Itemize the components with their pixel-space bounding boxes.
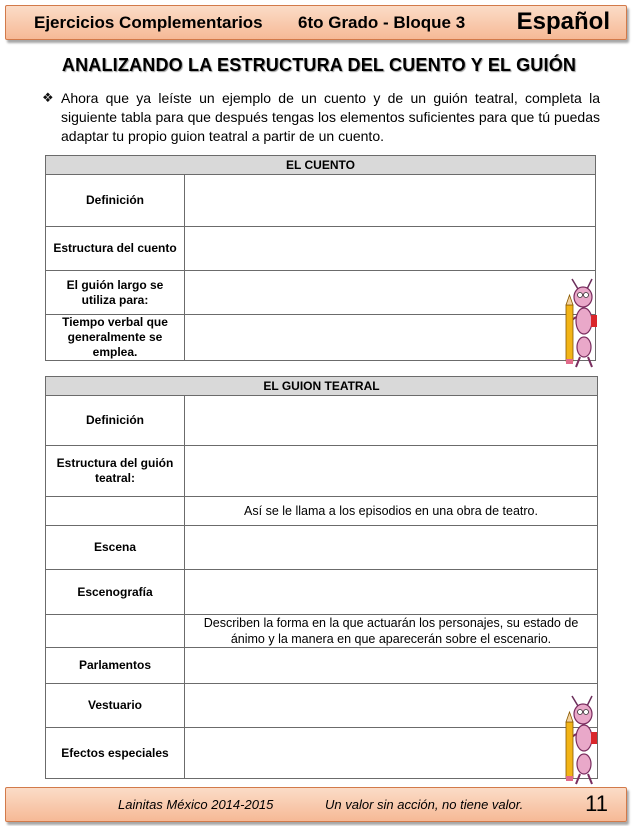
row-label: Vestuario — [46, 684, 185, 728]
guion-table-heading: EL GUION TEATRAL — [46, 377, 598, 396]
answer-cell[interactable] — [185, 648, 598, 684]
table-row — [46, 615, 598, 648]
row-label: Parlamentos — [46, 648, 185, 684]
header-grade: 6to Grado - Bloque 3 — [298, 13, 466, 32]
answer-cell[interactable] — [185, 396, 598, 446]
footer-credit: Lainitas México 2014-2015 — [118, 797, 274, 812]
row-label: Escenografía — [46, 570, 185, 615]
table-row — [46, 728, 598, 779]
page-footer — [5, 787, 627, 822]
answer-cell[interactable] — [185, 446, 598, 497]
answer-cell[interactable] — [46, 497, 185, 526]
row-label: Definición — [46, 396, 185, 446]
table-row — [46, 497, 598, 526]
answer-cell[interactable] — [185, 315, 596, 361]
header-series: Ejercicios Complementarios — [34, 13, 263, 32]
answer-cell[interactable] — [185, 728, 598, 779]
row-description: Describen la forma en la que actuarán los personajes, su estado de ánimo y la manera en que aparecerán sobre el escenario. — [185, 615, 598, 648]
table-row — [46, 446, 598, 497]
cuento-table-heading: EL CUENTO — [46, 156, 596, 175]
table-row — [46, 227, 596, 271]
row-label: Escena — [46, 526, 185, 570]
diamond-bullet-icon: ❖ — [42, 90, 54, 105]
table-row — [46, 396, 598, 446]
page-number: 11 — [585, 791, 608, 816]
table-row — [46, 526, 598, 570]
page-title: ANALIZANDO LA ESTRUCTURA DEL CUENTO Y EL GUIÓN — [61, 55, 577, 75]
ant-with-pencil-icon — [560, 277, 608, 369]
page-header — [5, 5, 627, 40]
ant-with-pencil-icon — [560, 694, 608, 786]
answer-cell[interactable] — [185, 684, 598, 728]
row-label: Tiempo verbal que generalmente se emplea. — [46, 315, 185, 361]
table-row — [46, 175, 596, 227]
answer-cell[interactable] — [185, 570, 598, 615]
answer-cell[interactable] — [46, 615, 185, 648]
row-label: Efectos especiales — [46, 728, 185, 779]
table-row — [46, 684, 598, 728]
answer-cell[interactable] — [185, 175, 596, 227]
row-label: El guión largo se utiliza para: — [46, 271, 185, 315]
table-row — [46, 315, 596, 361]
footer-motto: Un valor sin acción, no tiene valor. — [325, 797, 524, 812]
table-row — [46, 271, 596, 315]
row-description: Así se le llama a los episodios en una obra de teatro. — [185, 497, 598, 526]
row-label: Estructura del cuento — [46, 227, 185, 271]
table-row — [46, 570, 598, 615]
guion-table — [45, 376, 598, 779]
table-row — [46, 648, 598, 684]
answer-cell[interactable] — [185, 271, 596, 315]
instructions — [42, 89, 600, 146]
header-subject: Español — [516, 8, 610, 35]
cuento-table — [45, 155, 596, 361]
row-label: Estructura del guión teatral: — [46, 446, 185, 497]
instructions-text: Ahora que ya leíste un ejemplo de un cuento y de un guión teatral, completa la siguiente tabla para que después tengas los elementos suficientes para que tú puedas adaptar tu propio guion teatral a partir de un cuento. — [61, 90, 600, 144]
row-label: Definición — [46, 175, 185, 227]
answer-cell[interactable] — [185, 227, 596, 271]
answer-cell[interactable] — [185, 526, 598, 570]
